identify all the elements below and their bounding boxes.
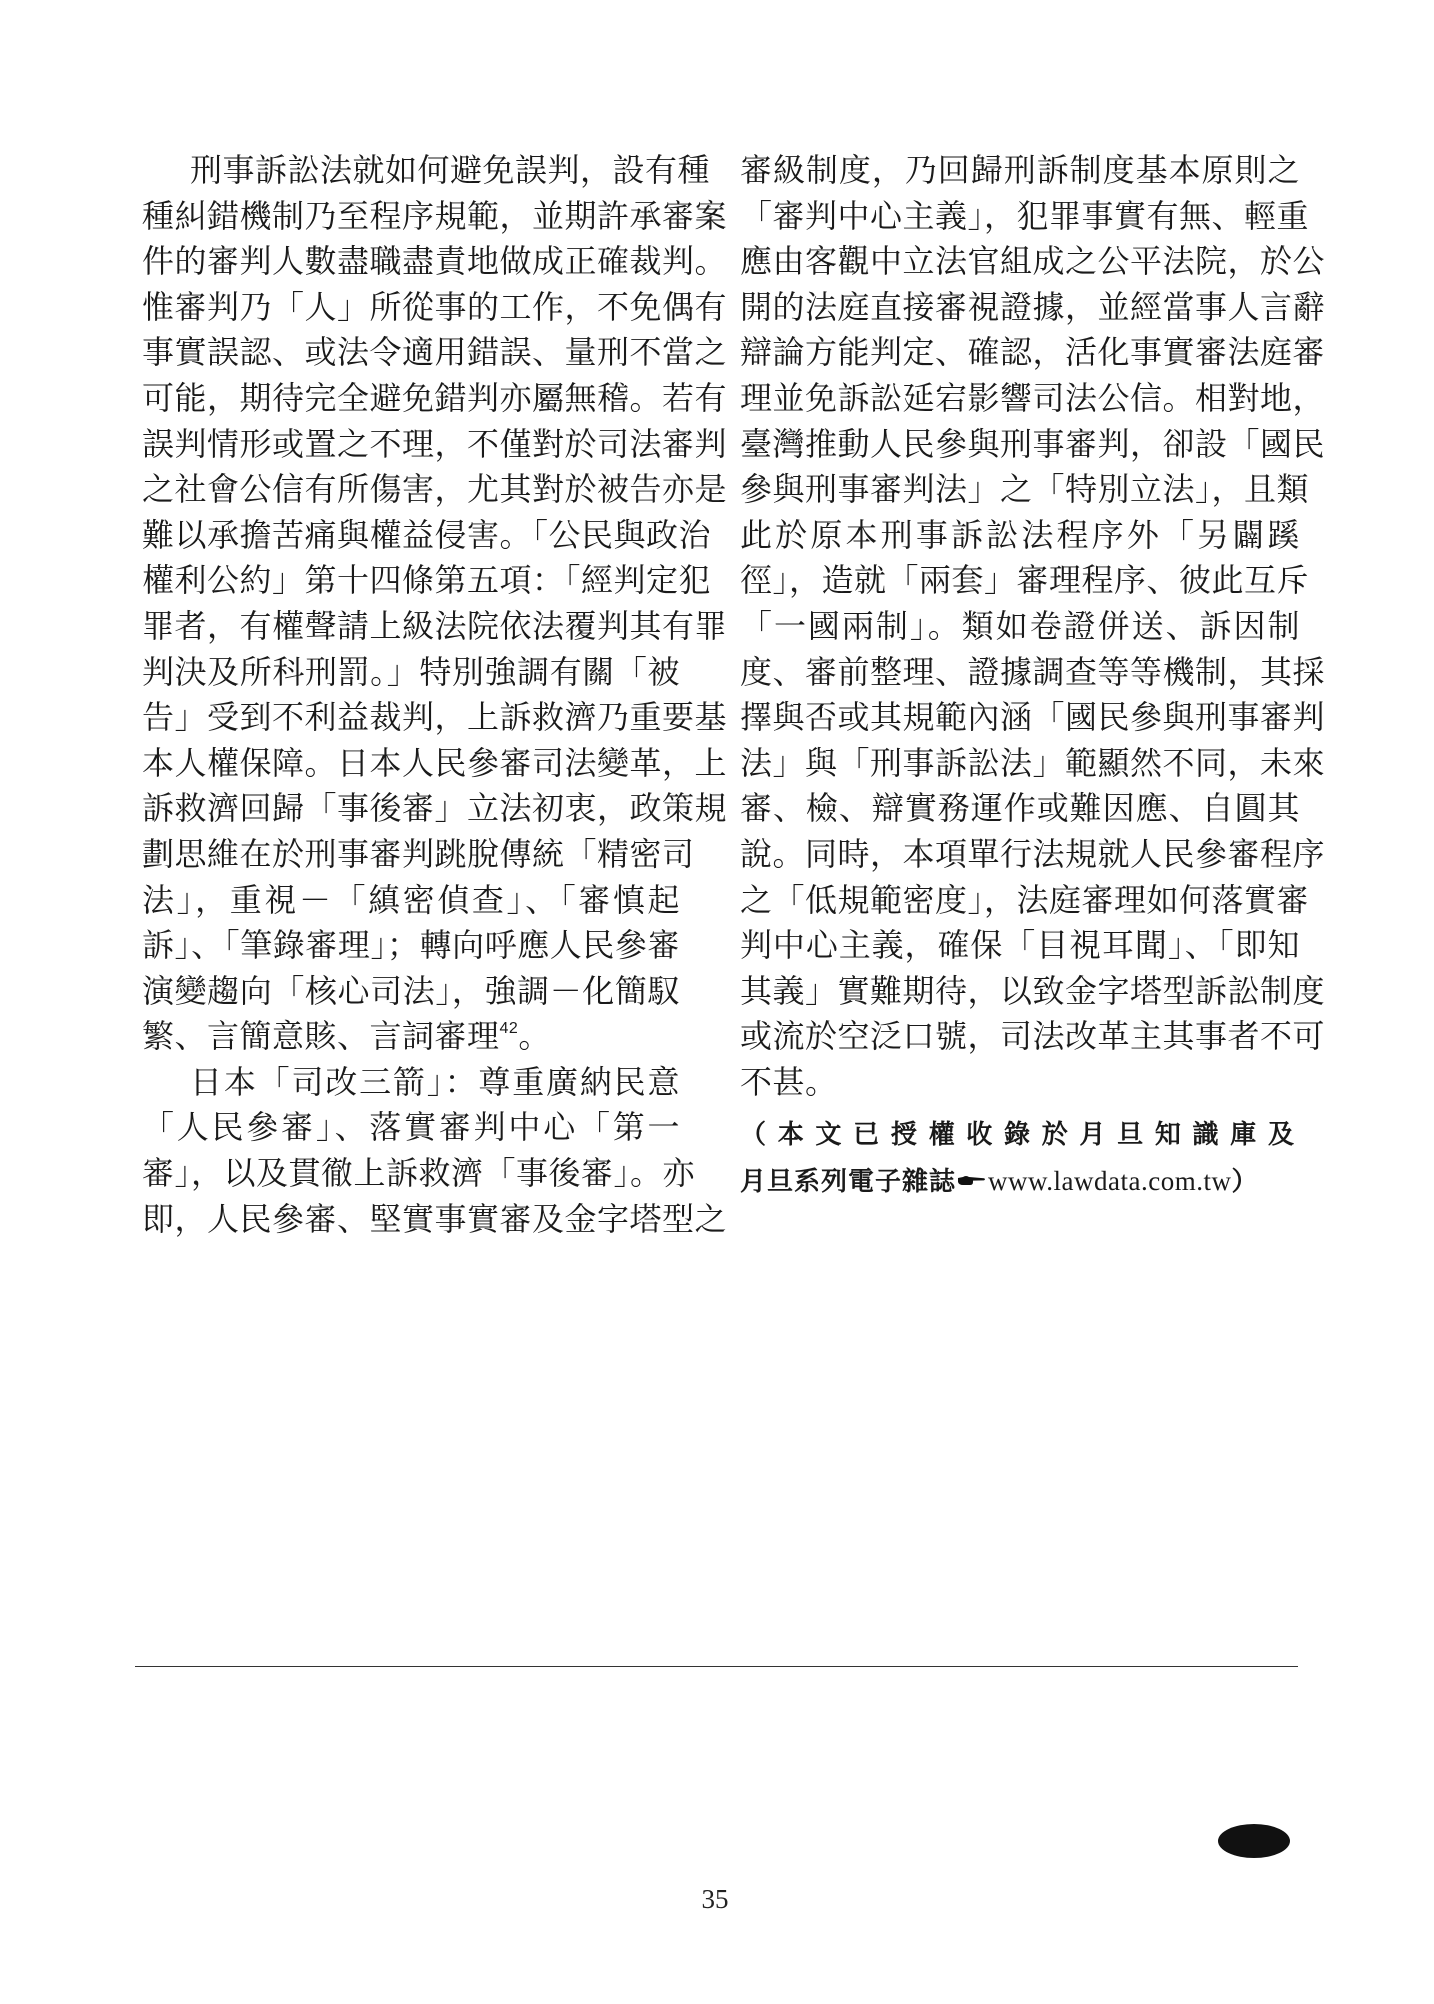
paragraph-line: 審」，以及貫徹上訴救濟「事後審」。亦 <box>142 1154 696 1193</box>
paragraph-line: 擇與否或其規範內涵「國民參與刑事審判 <box>740 698 1326 737</box>
paragraph-line: 罪者，有權聲請上級法院依法覆判其有罪 <box>142 606 728 645</box>
paragraph-line: 本人權保障。日本人民參審司法變革，上 <box>142 743 728 782</box>
paragraph-line: 參與刑事審判法」之「特別立法」，且類 <box>740 470 1310 509</box>
paragraph-last-line: 不甚。 <box>740 1062 838 1101</box>
paragraph-line: 劃思維在於刑事審判跳脫傳統「精密司 <box>142 834 695 873</box>
paragraph-line: 此於原本刑事訴訟法程序外「另闢蹊 <box>740 515 1300 554</box>
paragraph-line: 法」，重視－「縝密偵查」、「審慎起 <box>142 880 680 919</box>
right-column <box>740 148 1326 1205</box>
paragraph-line: 訴」、「筆錄審理」；轉向呼應人民參審 <box>142 926 680 965</box>
page-number: 35 <box>701 1884 729 1914</box>
copyright-close-paren: ） <box>1231 1167 1259 1198</box>
paragraph-line: 訴救濟回歸「事後審」立法初衷，政策規 <box>142 789 728 828</box>
paragraph-line: 「一國兩制」。類如卷證併送、訴因制 <box>740 606 1300 645</box>
paragraph-line: 「審判中心主義」，犯罪事實有無、輕重 <box>740 196 1310 235</box>
pointing-hand-icon <box>957 1173 987 1187</box>
paragraph-line: 刑事訴訟法就如何避免誤判，設有種 <box>190 151 711 189</box>
page-tab-oval <box>1218 1824 1290 1858</box>
paragraph-line: 演變趨向「核心司法」，強調－化簡馭 <box>142 971 680 1010</box>
copyright-line-2-text: 月旦系列電子雜誌 <box>740 1167 957 1198</box>
paragraph-line: 之「低規範密度」，法庭審理如何落實審 <box>740 880 1310 919</box>
paragraph-line: 誤判情形或置之不理，不僅對於司法審判 <box>142 424 728 463</box>
paragraph-line: 或流於空泛口號，司法改革主其事者不可 <box>740 1017 1326 1056</box>
paragraph-line: 種糾錯機制乃至程序規範，並期許承審案 <box>142 196 728 235</box>
paragraph-line: 可能，期待完全避免錯判亦屬無稽。若有 <box>142 378 728 417</box>
paragraph-line: 「人民參審」、落實審判中心「第一 <box>142 1108 680 1147</box>
paragraph-line: 判決及所科刑罰。」特別強調有關「被 <box>142 652 680 691</box>
paragraph-last-line <box>142 1014 680 1060</box>
paragraph-text: 繁、言簡意賅、言詞審理 <box>142 1017 500 1056</box>
paragraph-line: 權利公約」第十四條第五項：「經判定犯 <box>142 561 712 600</box>
paragraph-line: 審級制度，乃回歸刑訴制度基本原則之 <box>740 151 1300 189</box>
footer-divider <box>135 1666 1298 1667</box>
paragraph-line: 件的審判人數盡職盡責地做成正確裁判。 <box>142 242 728 281</box>
paragraph-line: 徑」，造就「兩套」審理程序、彼此互斥 <box>740 561 1310 600</box>
left-column <box>142 148 728 1242</box>
paragraph-line: 臺灣推動人民參與刑事審判，卻設「國民 <box>740 424 1326 463</box>
paragraph-line: 開的法庭直接審視證據，並經當事人言辭 <box>740 287 1326 326</box>
paragraph-line: 辯論方能判定、確認，活化事實審法庭審 <box>740 333 1326 372</box>
paragraph-line: 其義」實難期待，以致金字塔型訴訟制度 <box>740 971 1326 1010</box>
copyright-line-2 <box>740 1159 1300 1205</box>
paragraph-line: 即，人民參審、堅實事實審及金字塔型之 <box>142 1199 728 1238</box>
paragraph-line: 惟審判乃「人」所從事的工作，不免偶有 <box>142 287 728 326</box>
lawdata-link[interactable]: www.lawdata.com.tw <box>988 1166 1232 1197</box>
paragraph-line: 之社會公信有所傷害，尤其對於被告亦是 <box>142 470 728 509</box>
footnote-reference[interactable]: 42 <box>499 1020 519 1038</box>
paragraph-line: 告」受到不利益裁判，上訴救濟乃重要基 <box>142 698 728 737</box>
paragraph-line: 度、審前整理、證據調查等等機制，其採 <box>740 652 1326 691</box>
paragraph-line: 日本「司改三箭」：尊重廣納民意 <box>190 1062 680 1101</box>
copyright-notice <box>740 1113 1300 1205</box>
paragraph-line: 說。同時，本項單行法規就人民參審程序 <box>740 834 1326 873</box>
paragraph-line: 事實誤認、或法令適用錯誤、量刑不當之 <box>142 333 728 372</box>
paragraph-line: 應由客觀中立法官組成之公平法院，於公 <box>740 242 1326 281</box>
paragraph-line: 理並免訴訟延宕影響司法公信。相對地， <box>740 378 1326 417</box>
paragraph-line: 法」與「刑事訴訟法」範顯然不同，未來 <box>740 743 1326 782</box>
paragraph-end-mark: 。 <box>518 1017 551 1056</box>
paragraph-line: 審、檢、辯實務運作或難因應、自圓其 <box>740 789 1300 828</box>
copyright-line-1: （本文已授權收錄於月旦知識庫及 <box>740 1120 1300 1151</box>
paragraph-line: 難以承擔苦痛與權益侵害。「公民與政治 <box>142 515 712 554</box>
paragraph-line: 判中心主義，確保「目視耳聞」、「即知 <box>740 926 1300 965</box>
